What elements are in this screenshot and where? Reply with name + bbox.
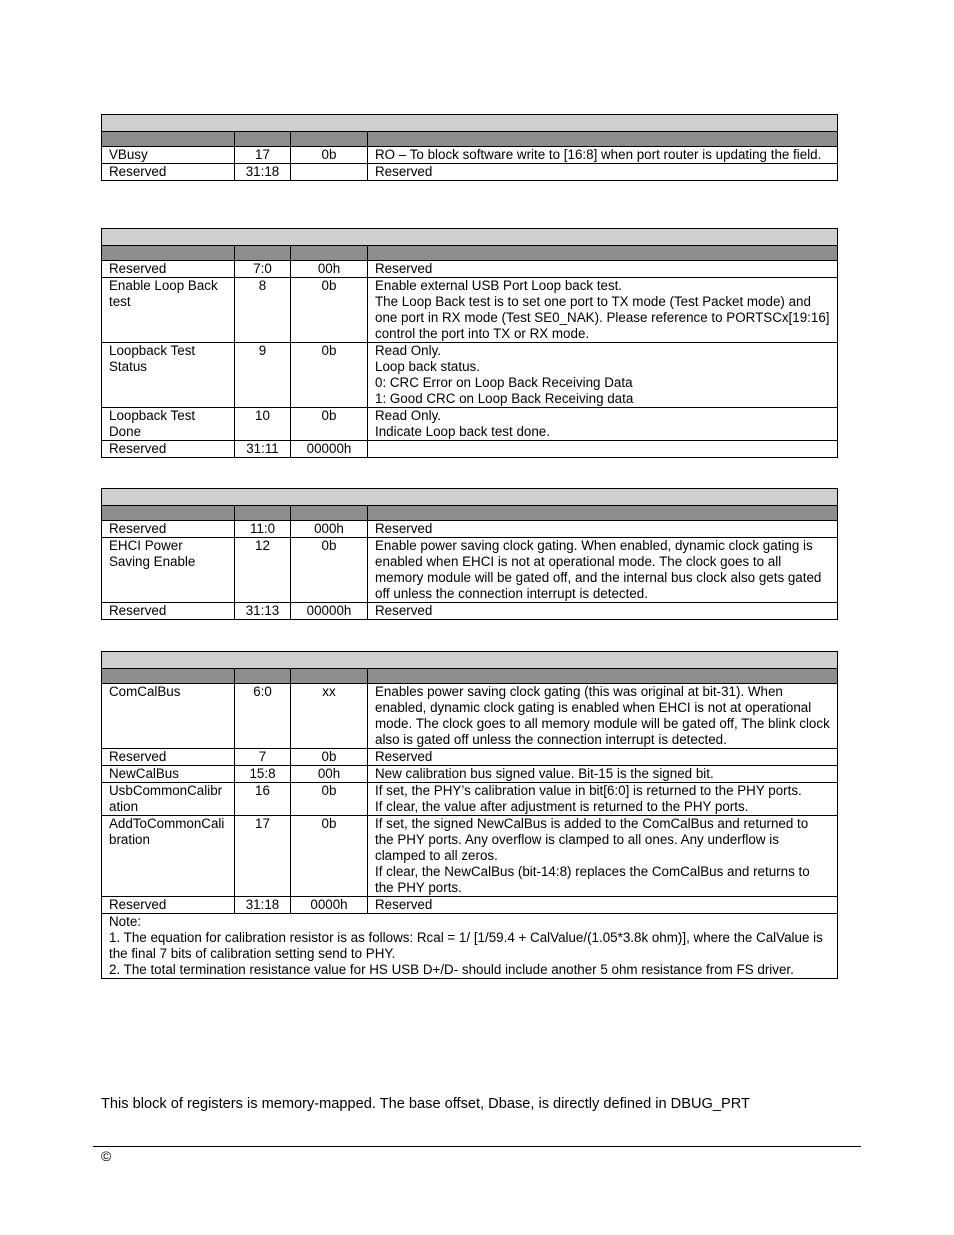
field-name: Reserved [102, 603, 235, 620]
default-value: 0b [291, 816, 368, 897]
register-table-1 [101, 114, 838, 181]
description: If set, the signed NewCalBus is added to the ComCalBus and returned to the PHY ports. Any overflow is clamped to all ones. Any underflow is clamped to all zeros. If clear, the NewCalBus (bit-14:8) replaces the ComCalBus and returns to the PHY ports. [368, 816, 838, 897]
default-value: 000h [291, 521, 368, 538]
table-row [102, 783, 838, 816]
field-name: ComCalBus [102, 684, 235, 749]
table-row [102, 408, 838, 441]
table-row [102, 261, 838, 278]
field-name: Enable Loop Back test [102, 278, 235, 343]
description: Reserved [368, 164, 838, 181]
table-row [102, 816, 838, 897]
default-value: 00000h [291, 441, 368, 458]
bits: 16 [235, 783, 291, 816]
table-title-row [102, 115, 838, 132]
default-value [291, 164, 368, 181]
field-name: NewCalBus [102, 766, 235, 783]
table-row [102, 164, 838, 181]
field-name: Loopback Test Done [102, 408, 235, 441]
bits: 11:0 [235, 521, 291, 538]
bits: 6:0 [235, 684, 291, 749]
description: Reserved [368, 897, 838, 914]
default-value: 0b [291, 278, 368, 343]
default-value: 00000h [291, 603, 368, 620]
table-note: Note: 1. The equation for calibration resistor is as follows: Rcal = 1/ [1/59.4 + CalValue/(1.05*3.8k ohm)], where the CalValue is the final 7 bits of calibration setting send to PHY. 2. The total termination resistance value for HS USB D+/D- should include another 5 ohm resistance from FS driver. [102, 914, 838, 979]
bits: 31:18 [235, 897, 291, 914]
table-title-row [102, 229, 838, 246]
field-name: Reserved [102, 164, 235, 181]
table-row [102, 749, 838, 766]
description: RO – To block software write to [16:8] when port router is updating the field. [368, 147, 838, 164]
default-value: 0b [291, 147, 368, 164]
bits: 31:11 [235, 441, 291, 458]
field-name: AddToCommonCalibration [102, 816, 235, 897]
field-name: Loopback Test Status [102, 343, 235, 408]
bits: 10 [235, 408, 291, 441]
description: Enable power saving clock gating. When enabled, dynamic clock gating is enabled when EHCI is not at operational mode. The clock goes to all memory module will be gated off, and the internal bus clock also gets gated off unless the connection interrupt is detected. [368, 538, 838, 603]
description: Reserved [368, 603, 838, 620]
field-name: Reserved [102, 261, 235, 278]
field-name: VBusy [102, 147, 235, 164]
bits: 17 [235, 147, 291, 164]
table-header-row [102, 669, 838, 684]
bits: 12 [235, 538, 291, 603]
body-paragraph: This block of registers is memory-mapped. The base offset, Dbase, is directly defined in DBUG_PRT [101, 1096, 750, 1112]
default-value: 00h [291, 766, 368, 783]
bits: 7 [235, 749, 291, 766]
default-value: 0b [291, 538, 368, 603]
bits: 8 [235, 278, 291, 343]
default-value: 0b [291, 783, 368, 816]
description: Read Only. Indicate Loop back test done. [368, 408, 838, 441]
field-name: UsbCommonCalibration [102, 783, 235, 816]
table-header-row [102, 246, 838, 261]
description: Reserved [368, 749, 838, 766]
field-name: EHCI Power Saving Enable [102, 538, 235, 603]
register-table-4 [101, 651, 838, 979]
bits: 31:18 [235, 164, 291, 181]
default-value: xx [291, 684, 368, 749]
note-row [102, 914, 838, 979]
description: Read Only. Loop back status. 0: CRC Error on Loop Back Receiving Data 1: Good CRC on Loop Back Receiving data [368, 343, 838, 408]
table-row [102, 897, 838, 914]
bits: 7:0 [235, 261, 291, 278]
table-row [102, 278, 838, 343]
field-name: Reserved [102, 521, 235, 538]
table-row [102, 684, 838, 749]
bits: 17 [235, 816, 291, 897]
field-name: Reserved [102, 897, 235, 914]
description: If set, the PHY’s calibration value in bit[6:0] is returned to the PHY ports. If clear, the value after adjustment is returned to the PHY ports. [368, 783, 838, 816]
table-row [102, 441, 838, 458]
table-row [102, 521, 838, 538]
table-title-row [102, 652, 838, 669]
bits: 31:13 [235, 603, 291, 620]
description: New calibration bus signed value. Bit-15 is the signed bit. [368, 766, 838, 783]
copyright-symbol: © [101, 1148, 112, 1164]
description [368, 441, 838, 458]
footer-divider [93, 1146, 861, 1147]
table-row [102, 147, 838, 164]
description: Enables power saving clock gating (this was original at bit-31). When enabled, dynamic clock gating is enabled when EHCI is not at operational mode. The clock goes to all memory module will be gated off, The blink clock also is gated off unless the connection interrupt is detected. [368, 684, 838, 749]
bits: 9 [235, 343, 291, 408]
field-name: Reserved [102, 441, 235, 458]
description: Enable external USB Port Loop back test. The Loop Back test is to set one port to TX mode (Test Packet mode) and one port in RX mode (Test SE0_NAK). Please reference to PORTSCx[19:16] control the port into TX or RX mode. [368, 278, 838, 343]
default-value: 0b [291, 408, 368, 441]
bits: 15:8 [235, 766, 291, 783]
default-value: 00h [291, 261, 368, 278]
register-table-2 [101, 228, 838, 458]
description: Reserved [368, 521, 838, 538]
default-value: 0b [291, 343, 368, 408]
description: Reserved [368, 261, 838, 278]
table-row [102, 603, 838, 620]
table-row [102, 343, 838, 408]
table-header-row [102, 506, 838, 521]
table-row [102, 766, 838, 783]
field-name: Reserved [102, 749, 235, 766]
default-value: 0b [291, 749, 368, 766]
table-header-row [102, 132, 838, 147]
register-table-3 [101, 488, 838, 620]
default-value: 0000h [291, 897, 368, 914]
table-row [102, 538, 838, 603]
table-title-row [102, 489, 838, 506]
